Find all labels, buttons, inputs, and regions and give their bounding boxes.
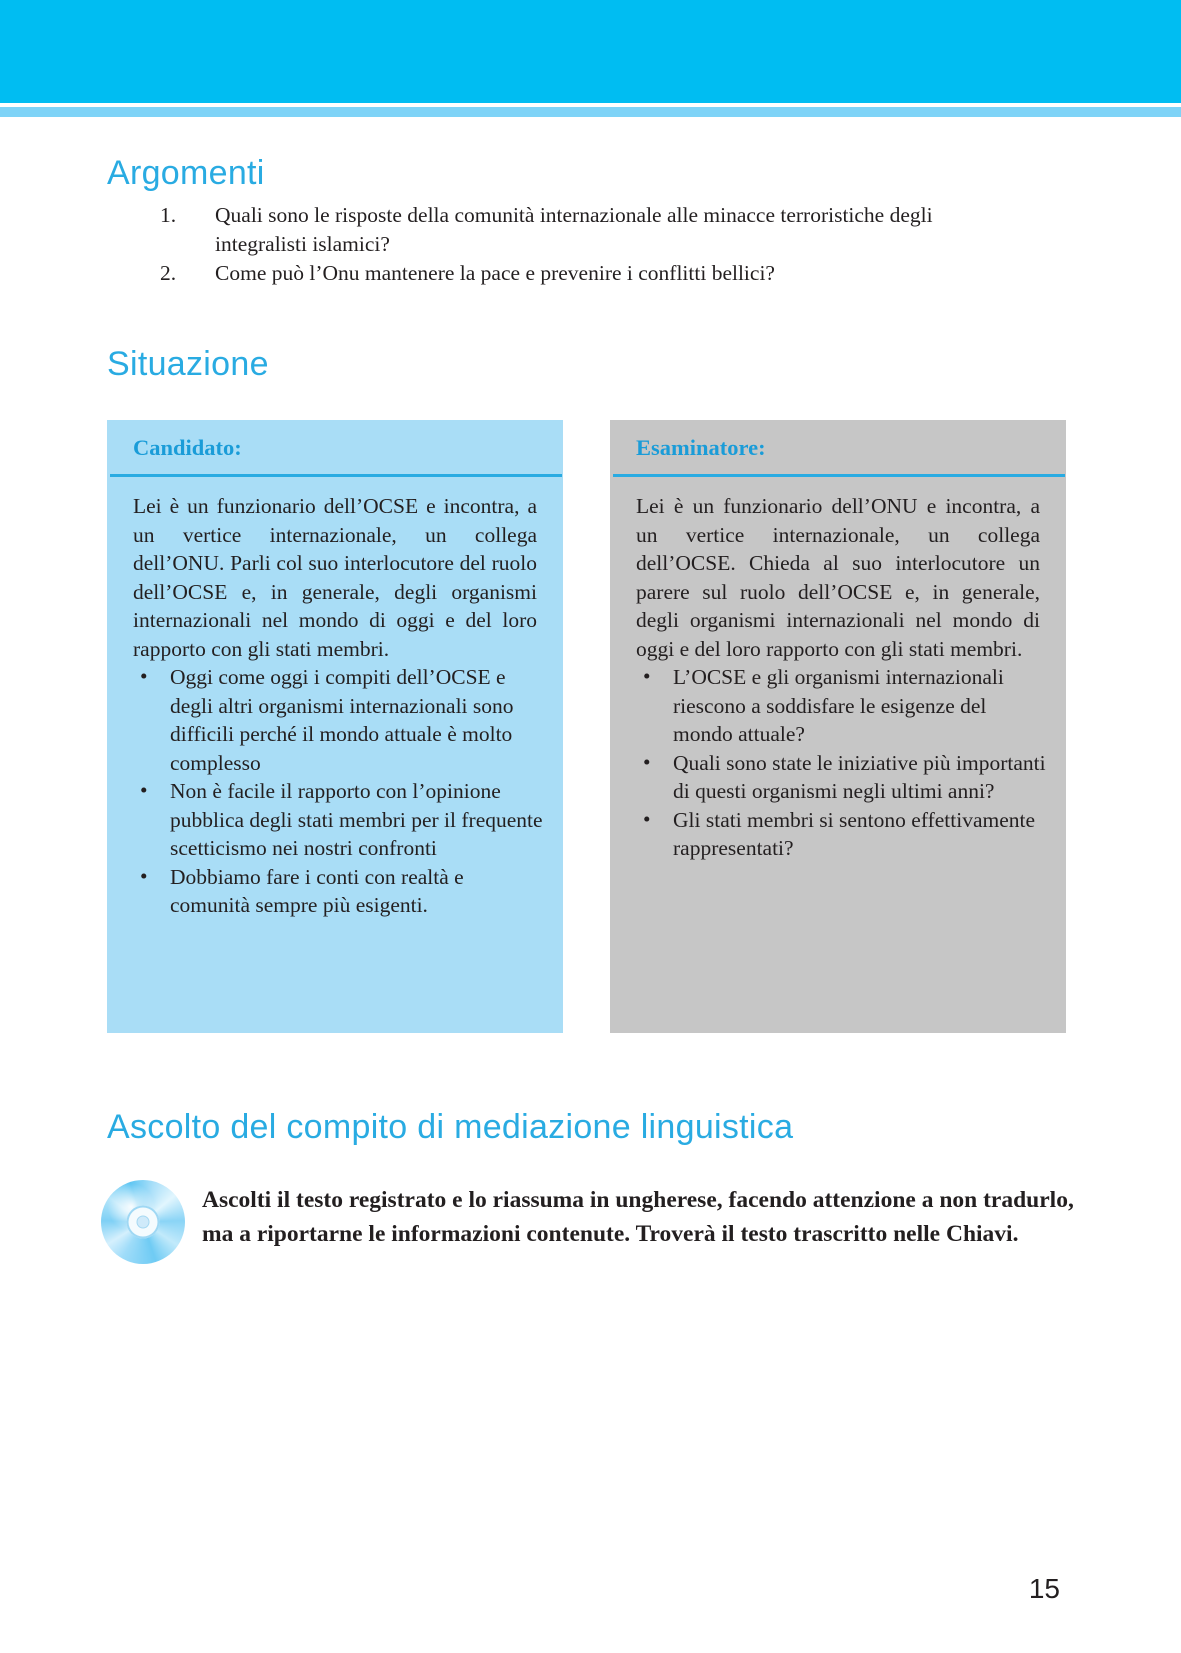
bullet-item [636,806,1046,863]
bullet-text: Non è facile il rapporto con l’opinione pubblica degli stati membri per il frequente scetticismo nei nostri confronti [170,779,543,860]
candidato-box-rule [110,474,562,477]
esaminatore-paragraph: Lei è un funzionario dell’ONU e incontra, a un vertice internazionale, un collega dell’OCSE. Chieda al suo interlocutore un parere sul ruolo dell’OCSE e, in generale, degli organismi internazionali nel mondo di oggi e del loro rapporto con gli stati membri. [636,494,1040,661]
argomenti-list [107,201,1074,288]
header-cyan-band [0,0,1181,103]
page-content [0,153,1181,1264]
cd-icon-hole [137,1216,150,1229]
ascolto-heading: Ascolto del compito di mediazione linguistica [107,1108,794,1146]
list-item-text: Quali sono le risposte della comunità internazionale alle minacce terroristiche degli integralisti islamici? [215,203,933,256]
bullet-item [133,777,543,863]
esaminatore-box [610,420,1066,1033]
bullet-text: Dobbiamo fare i conti con realtà e comunità sempre più esigenti. [170,864,464,917]
cd-icon [101,1180,185,1264]
candidato-box-title: Candidato: [133,435,242,460]
candidato-bullet-list [133,663,543,920]
list-item-number: 2. [160,261,177,285]
bullet-item [636,749,1046,806]
candidato-box [107,420,563,1033]
bullet-item [133,863,543,920]
bullet-item [133,663,543,777]
candidato-paragraph: Lei è un funzionario dell’OCSE e incontra, a un vertice internazionale, un collega dell’ONU. Parli col suo interlocutore del ruolo dell’OCSE e, in generale, degli organismi internazionali nel mondo di oggi e del loro rapporto con gli stati membri. [133,494,537,661]
esaminatore-bullet-list [636,663,1046,863]
esaminatore-box-rule [613,474,1065,477]
bullet-text: Quali sono state le iniziative più importanti di questi organismi negli ultimi anni? [673,750,1046,803]
situazione-heading: Situazione [107,345,269,383]
list-item [107,259,1074,288]
esaminatore-box-title: Esaminatore: [636,435,766,460]
bullet-text: L’OCSE e gli organismi internazionali riescono a soddisfare le esigenze del mondo attuale? [673,665,1004,746]
page-header-band [0,0,1181,117]
listening-instruction: Ascolti il testo registrato e lo riassuma in ungherese, facendo attenzione a non tradurlo, ma a riportarne le informazioni contenute. Troverà il testo trascritto nelle Chiavi. [202,1187,1074,1247]
list-item [107,201,1074,259]
argomenti-heading: Argomenti [107,154,265,192]
header-light-stripe [0,107,1181,117]
page-number: 15 [1028,1573,1060,1604]
list-item-text: Come può l’Onu mantenere la pace e prevenire i conflitti bellici? [215,261,775,285]
bullet-text: Gli stati membri si sentono effettivamente rappresentati? [673,807,1036,860]
cd-icon-hub [127,1206,160,1239]
situazione-boxes [107,420,1074,1033]
bullet-item [636,663,1046,749]
bullet-text: Oggi come oggi i compiti dell’OCSE e degli altri organismi internazionali sono difficili perché il mondo attuale è molto complesso [170,665,514,775]
listening-task-row [107,1180,1074,1264]
list-item-number: 1. [160,203,177,227]
